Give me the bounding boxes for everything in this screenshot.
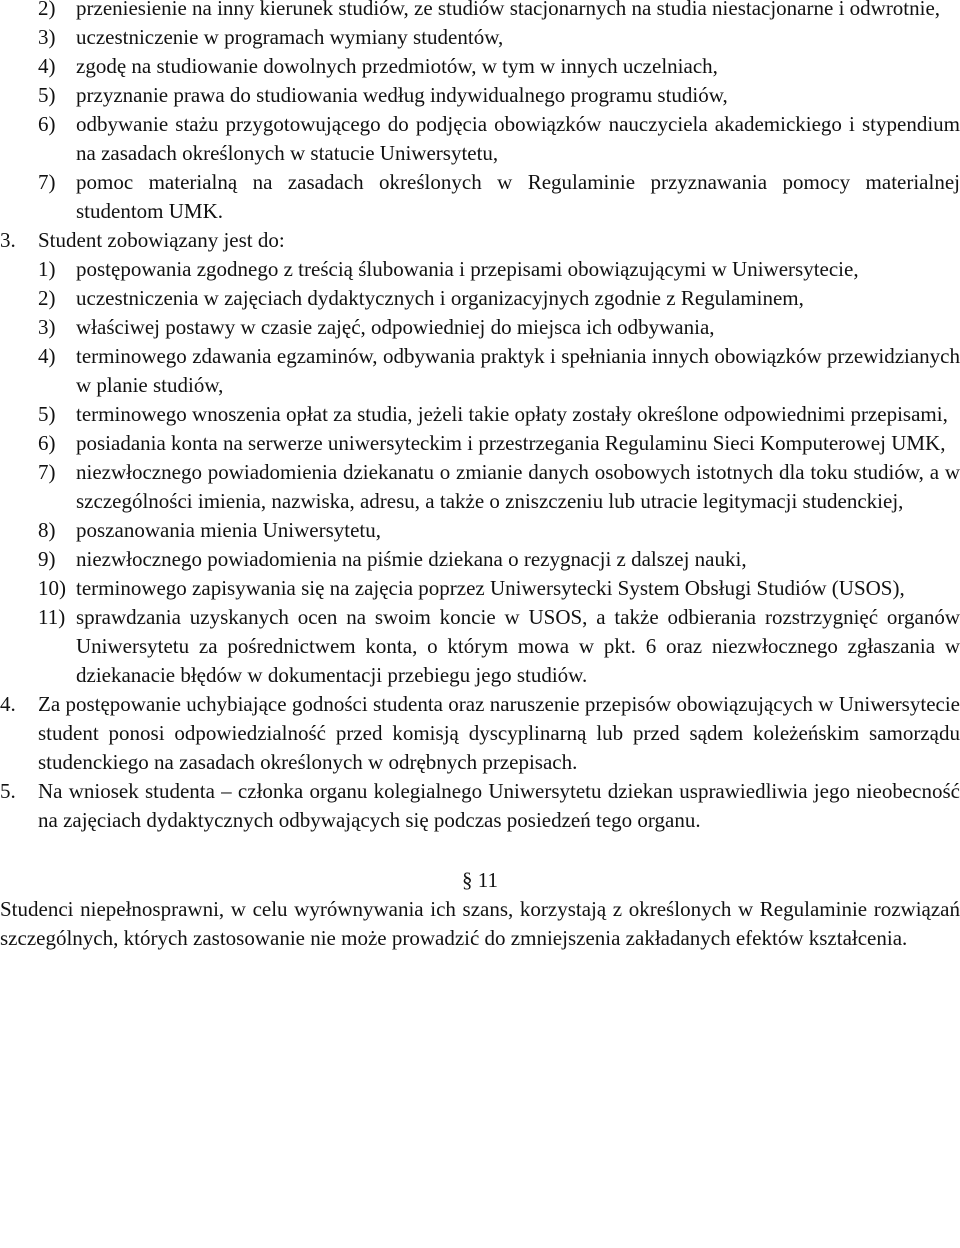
list-item: [0, 458, 960, 516]
point-text: Na wniosek studenta – członka organu kolegialnego Uniwersytetu dziekan usprawiedliwia jego nieobecność na zajęciach dydaktycznych odbywających się podczas posiedzeń tego organu.: [38, 779, 960, 832]
item-number: 11): [38, 605, 66, 629]
item-text: poszanowania mienia Uniwersytetu,: [76, 518, 381, 542]
item-number: 6): [38, 431, 56, 455]
item-number: 8): [38, 518, 56, 542]
item-number: 7): [38, 170, 56, 194]
item-text: uczestniczenie w programach wymiany studentów,: [76, 25, 504, 49]
item-number: 7): [38, 460, 56, 484]
item-number: 10): [38, 576, 66, 600]
list-item: [0, 603, 960, 690]
item-text: sprawdzania uzyskanych ocen na swoim koncie w USOS, a także odbierania rozstrzygnięć organów Uniwersytetu za pośrednictwem konta, o którym mowa w pkt. 6 oraz niezwłocznego zgłaszania w dziekanacie błędów w dokumentacji przebiegu jego studiów.: [76, 605, 960, 687]
numbered-point-4: [0, 690, 960, 777]
item-number: 4): [38, 344, 56, 368]
item-number: 3): [38, 25, 56, 49]
list-item: [0, 516, 960, 545]
list-item: [0, 545, 960, 574]
item-text: niezwłocznego powiadomienia na piśmie dziekana o rezygnacji z dalszej nauki,: [76, 547, 747, 571]
list-item: [0, 574, 960, 603]
item-number: 5): [38, 402, 56, 426]
point-number: 5.: [0, 779, 16, 803]
item-text: przeniesienie na inny kierunek studiów, ze studiów stacjonarnych na studia niestacjonarne i odwrotnie,: [76, 0, 941, 20]
list-item: [0, 429, 960, 458]
item-text: terminowego zdawania egzaminów, odbywania praktyk i spełniania innych obowiązków przewidzianych w planie studiów,: [76, 344, 960, 397]
item-text: przyznanie prawa do studiowania według indywidualnego programu studiów,: [76, 83, 728, 107]
item-text: odbywanie stażu przygotowującego do podjęcia obowiązków nauczyciela akademickiego i stypendium na zasadach określonych w statucie Uniwersytetu,: [76, 112, 960, 165]
item-number: 3): [38, 315, 56, 339]
list-item: [0, 255, 960, 284]
section-paragraph: Studenci niepełnosprawni, w celu wyrównywania ich szans, korzystają z określonych w Regulaminie rozwiązań szczególnych, których zastosowanie nie może prowadzić do zmniejszenia zakładanych efektów kształcenia.: [0, 897, 960, 950]
item-text: pomoc materialną na zasadach określonych w Regulaminie przyznawania pomocy materialnej studentom UMK.: [76, 170, 960, 223]
item-number: 4): [38, 54, 56, 78]
point-number: 4.: [0, 692, 16, 716]
item-text: uczestniczenia w zajęciach dydaktycznych i organizacyjnych zgodnie z Regulaminem,: [76, 286, 804, 310]
item-text: zgodę na studiowanie dowolnych przedmiotów, w tym w innych uczelniach,: [76, 54, 718, 78]
point-text: Student zobowiązany jest do:: [38, 228, 285, 252]
point-text: Za postępowanie uchybiające godności studenta oraz naruszenie przepisów obowiązujących w Uniwersytecie student ponosi odpowiedzialność przed komisją dyscyplinarną lub przed sądem koleżeńskim samorządu studenckiego na zasadach określonych w odrębnych przepisach.: [38, 692, 960, 774]
item-text: niezwłocznego powiadomienia dziekanatu o zmianie danych osobowych istotnych dla toku studiów, a w szczególności imienia, nazwiska, adresu, a także o zniszczeniu lub utracie legitymacji studenckiej,: [76, 460, 960, 513]
list-item: [0, 52, 960, 81]
list-item: [0, 400, 960, 429]
list-item: [0, 81, 960, 110]
list-item: [0, 0, 960, 23]
list-item: [0, 342, 960, 400]
numbered-point-3: [0, 226, 960, 255]
item-number: 9): [38, 547, 56, 571]
item-number: 5): [38, 83, 56, 107]
item-number: 1): [38, 257, 56, 281]
numbered-point-5: [0, 777, 960, 835]
list-item: [0, 110, 960, 168]
list-item: [0, 313, 960, 342]
item-number: 2): [38, 0, 56, 20]
item-text: właściwej postawy w czasie zajęć, odpowiedniej do miejsca ich odbywania,: [76, 315, 715, 339]
list-item: [0, 168, 960, 226]
item-text: posiadania konta na serwerze uniwersyteckim i przestrzegania Regulaminu Sieci Komputerowej UMK,: [76, 431, 946, 455]
item-text: terminowego wnoszenia opłat za studia, jeżeli takie opłaty zostały określone odpowiednimi przepisami,: [76, 402, 948, 426]
item-number: 6): [38, 112, 56, 136]
list-item: [0, 284, 960, 313]
item-text: terminowego zapisywania się na zajęcia poprzez Uniwersytecki System Obsługi Studiów (USOS),: [76, 576, 905, 600]
item-text: postępowania zgodnego z treścią ślubowania i przepisami obowiązującymi w Uniwersytecie,: [76, 257, 859, 281]
section-heading: § 11: [462, 868, 498, 892]
list-item: [0, 23, 960, 52]
point-number: 3.: [0, 228, 16, 252]
item-number: 2): [38, 286, 56, 310]
